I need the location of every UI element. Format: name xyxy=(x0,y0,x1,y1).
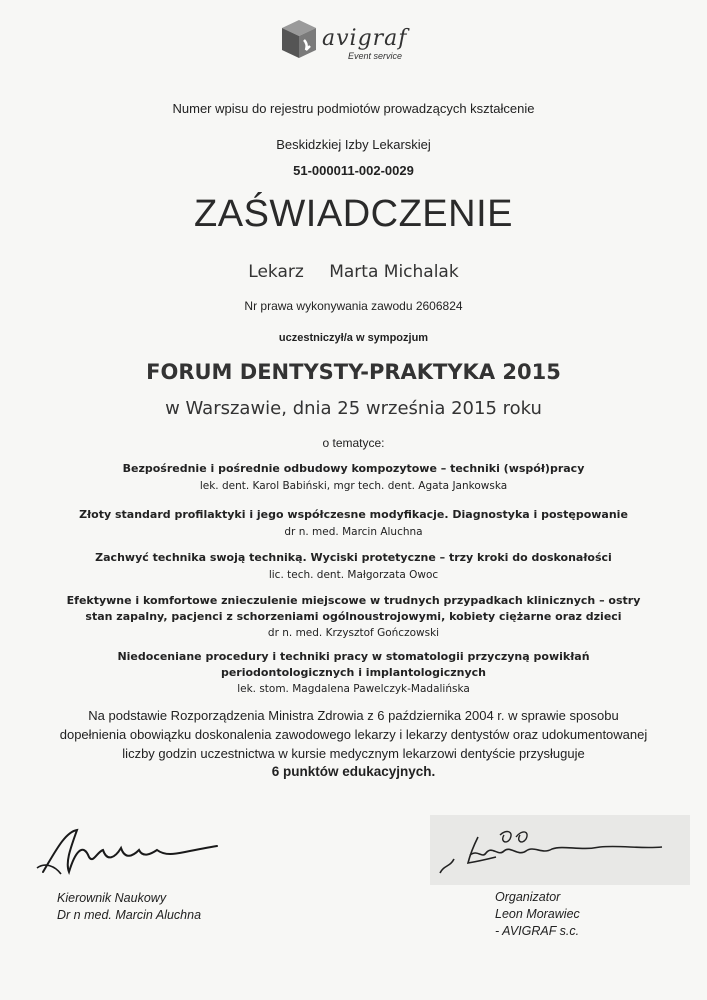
right-signature xyxy=(430,815,690,885)
participant-name: Marta Michalak xyxy=(329,262,459,282)
right-signatory-role: Organizator xyxy=(495,890,561,904)
legal-line-2: dopełnienia obowiązku doskonalenia zawodowego lekarzy i lekarzy dentystów oraz udokumentowanej xyxy=(59,727,648,742)
registry-line-2: Beskidzkiej Izby Lekarskiej xyxy=(276,137,431,152)
topic-1-title: Bezpośrednie i pośrednie odbudowy kompozytowe – techniki (współ)pracy xyxy=(122,462,585,475)
left-signatory-role: Kierownik Naukowy xyxy=(57,891,167,905)
legal-basis xyxy=(0,706,707,763)
topic-5-author: lek. stom. Magdalena Pawelczyk-Madalińska xyxy=(237,683,470,695)
participant-prefix: Lekarz xyxy=(248,262,304,282)
certificate-title: ZAŚWIADCZENIE xyxy=(194,193,513,235)
event-name: FORUM DENTYSTY-PRAKTYKA 2015 xyxy=(146,360,561,384)
registry-number: 51-000011-002-0029 xyxy=(293,163,414,178)
topic-4-title-line-2: stan zapalny, pacjenci z schorzeniami ogólnoustrojowymi, kobiety ciężarne oraz dzieci xyxy=(85,610,622,623)
topic-4-title-line-1: Efektywne i komfortowe znieczulenie miejscowe w trudnych przypadkach klinicznych – ostry xyxy=(66,594,641,607)
legal-line-1: Na podstawie Rozporządzenia Ministra Zdrowia z 6 października 2004 r. w sprawie sposobu xyxy=(88,708,619,723)
participation-text: uczestniczył/a w sympozjum xyxy=(278,332,429,344)
topic-2-author: dr n. med. Marcin Aluchna xyxy=(284,526,423,538)
topic-1-author: lek. dent. Karol Babiński, mgr tech. dent. Agata Jankowska xyxy=(199,480,508,492)
topic-5-title-line-1: Niedoceniane procedury i techniki pracy w stomatologii przyczyną powikłań xyxy=(117,650,590,663)
license-number: Nr prawa wykonywania zawodu 2606824 xyxy=(244,299,463,313)
topic-3-title: Zachwyć technika swoją techniką. Wyciski protetyczne – trzy kroki do doskonałości xyxy=(95,551,612,564)
left-signatory-name: Dr n med. Marcin Aluchna xyxy=(57,908,202,922)
cube-logo-icon xyxy=(280,18,318,60)
right-signatory-company: - AVIGRAF s.c. xyxy=(495,924,580,938)
topics-label: o tematyce: xyxy=(322,436,385,450)
right-signatory xyxy=(495,889,580,940)
logo-name: avigraf xyxy=(322,26,408,51)
logo-tagline: Event service xyxy=(348,51,403,61)
topic-2-title: Złoty standard profilaktyki i jego współczesne modyfikacje. Diagnostyka i postępowanie xyxy=(79,508,628,521)
topic-4-author: dr n. med. Krzysztof Gończowski xyxy=(267,627,440,639)
topic-5-title-line-2: periodontologicznych i implantologicznych xyxy=(220,666,487,679)
left-signature xyxy=(35,822,225,882)
participant-line xyxy=(0,262,707,282)
education-points: 6 punktów edukacyjnych. xyxy=(271,764,436,779)
event-place-date: w Warszawie, dnia 25 września 2015 roku xyxy=(165,398,542,419)
right-signatory-name: Leon Morawiec xyxy=(495,907,580,921)
avigraf-logo xyxy=(280,18,430,62)
registry-line-1: Numer wpisu do rejestru podmiotów prowadzących kształcenie xyxy=(172,101,535,116)
left-signatory xyxy=(57,890,201,924)
topic-3-author: lic. tech. dent. Małgorzata Owoc xyxy=(268,569,439,581)
legal-line-3: liczby godzin uczestnictwa w kursie medycznym lekarzowi dentyście przysługuje xyxy=(122,746,585,761)
